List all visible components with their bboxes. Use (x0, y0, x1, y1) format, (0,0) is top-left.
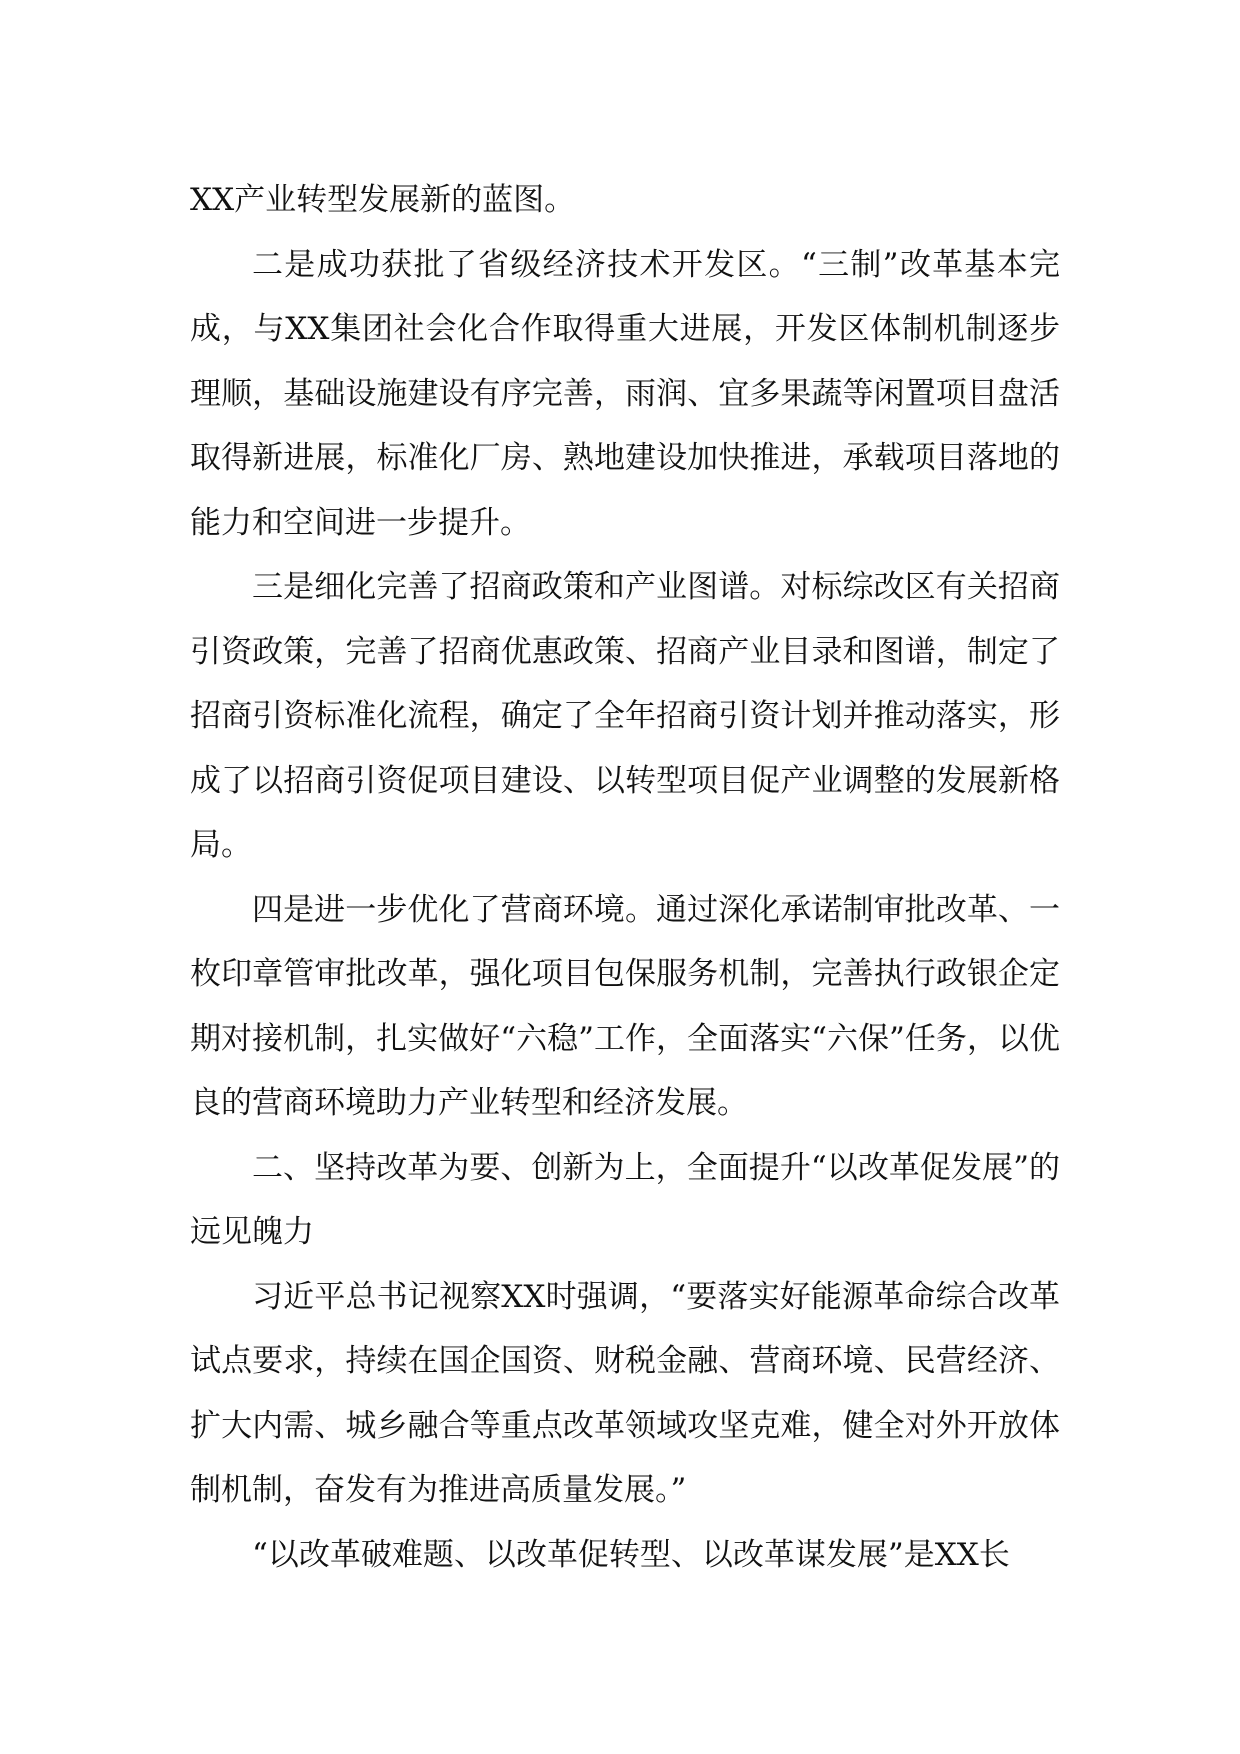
paragraph-investment-policy: 三是细化完善了招商政策和产业图谱。对标综改区有关招商引资政策，完善了招商优惠政策、招商产业目录和图谱，制定了招商引资标准化流程，确定了全年招商引资计划并推动落实，形成了以招商引资促项目建设、以转型项目促产业调整的发展新格局。 (190, 569, 1060, 863)
paragraph-reform: “以改革破难题、以改革促转型、以改革谋发展”是XX长 (252, 1536, 1010, 1573)
section-heading: 二、坚持改革为要、创新为上，全面提升“以改革促发展”的远见魄力 (190, 1149, 1060, 1250)
document-body (190, 168, 1060, 1587)
paragraph-continued: XX产业转型发展新的蓝图。 (190, 182, 576, 218)
paragraph-business-environment: 四是进一步优化了营商环境。通过深化承诺制审批改革、一枚印章管审批改革，强化项目包保服务机制，完善执行政银企定期对接机制，扎实做好“六稳”工作，全面落实“六保”任务，以优良的营商环境助力产业转型和经济发展。 (190, 891, 1060, 1121)
paragraph-quotation: 习近平总书记视察XX时强调，“要落实好能源革命综合改革试点要求，持续在国企国资、财税金融、营商环境、民营经济、扩大内需、城乡融合等重点改革领域攻坚克难，健全对外开放体制机制，奋发有为推进高质量发展。” (190, 1278, 1060, 1508)
paragraph-development-zone: 二是成功获批了省级经济技术开发区。“三制”改革基本完成，与XX集团社会化合作取得重大进展，开发区体制机制逐步理顺，基础设施建设有序完善，雨润、宜多果蔬等闲置项目盘活取得新进展，标准化厂房、熟地建设加快推进，承载项目落地的能力和空间进一步提升。 (190, 246, 1060, 541)
